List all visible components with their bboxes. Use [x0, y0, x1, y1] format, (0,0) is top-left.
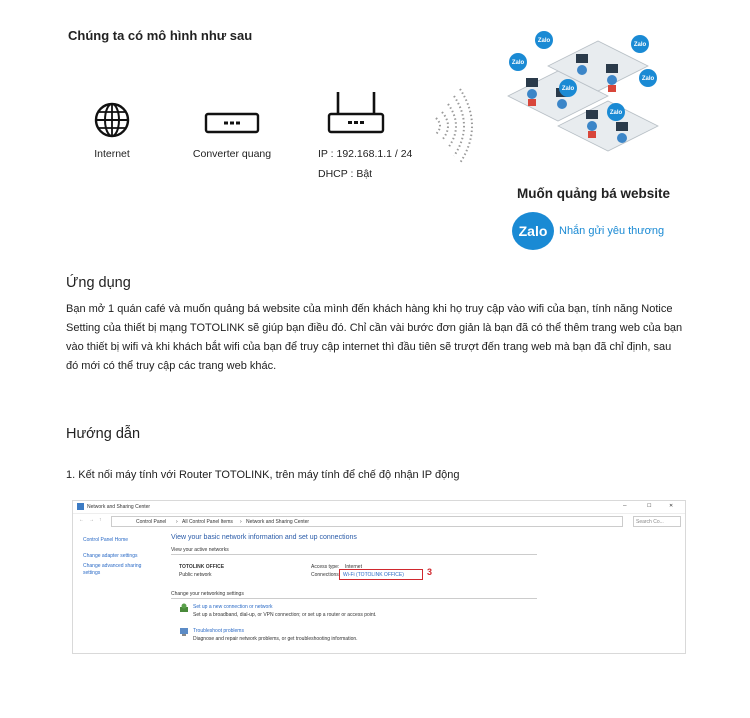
sidebar-control-panel-home[interactable]: Control Panel Home — [83, 537, 129, 543]
setup-connection-link[interactable]: Set up a new connection or network — [193, 604, 273, 610]
change-settings-label: Change your networking settings — [171, 591, 244, 597]
troubleshoot-desc: Diagnose and repair network problems, or get troubleshooting information. — [193, 636, 358, 642]
guide-step-1: 1. Kết nối máy tính với Router TOTOLINK, trên máy tính để chế độ nhận IP động — [66, 469, 460, 481]
converter-label: Converter quang — [192, 148, 272, 160]
router-icon — [326, 90, 386, 136]
setup-connection-desc: Set up a broadband, dial-up, or VPN connection; or set up a router or access point. — [193, 612, 377, 618]
zalo-logo: Zalo — [512, 212, 554, 250]
access-type-label: Access type: — [311, 564, 340, 570]
search-box[interactable] — [633, 516, 681, 527]
converter-icon — [204, 112, 260, 134]
app-paragraph: Bạn mở 1 quán café và muốn quảng bá website của mình đến khách hàng khi họ truy cập vào wifi của bạn, tính năng Notice Setting của thiết bị mạng TOTOLINK sẽ giúp bạn điều đó. Chỉ cần vài bước đơn giản là bạn đã có thể thêm trang web của bạn vào thiết bị wifi và khi khách bắt wifi của bạn để truy cập internet thì đầu tiên sẽ trượt đến trang web mà bạn đã chỉ định, sau đó mới có thể truy cập các trang web khác. — [66, 303, 683, 372]
network-name: TOTOLINK OFFICE — [179, 564, 225, 570]
address-bar[interactable]: Control Panel › All Control Panel Items › Network and Sharing Center — [111, 516, 623, 527]
up-button[interactable]: ↑ — [99, 517, 102, 523]
breadcrumb-1[interactable]: All Control Panel Items — [182, 518, 233, 525]
window-app-icon — [77, 503, 84, 510]
annotation-number: 3 — [427, 567, 433, 577]
zalo-tagline: Nhắn gửi yêu thương — [559, 225, 665, 237]
maximize-button[interactable]: ☐ — [647, 503, 652, 509]
window-title: Network and Sharing Center — [87, 504, 151, 510]
promo-title: Muốn quảng bá website — [517, 186, 671, 201]
diagram-heading: Chúng ta có mô hình như sau — [68, 28, 253, 43]
new-connection-icon — [179, 603, 189, 613]
svg-text:Zalo: Zalo — [633, 42, 647, 48]
breadcrumb-0[interactable]: Control Panel — [136, 518, 167, 525]
globe-icon — [94, 102, 130, 138]
forward-button[interactable]: → — [89, 517, 94, 523]
connection-link[interactable]: Wi-Fi (TOTOLINK OFFICE) — [343, 571, 404, 578]
sidebar-sharing-settings[interactable]: Change advanced sharing settings — [83, 563, 142, 576]
troubleshoot-icon — [179, 627, 189, 637]
svg-text:Zalo: Zalo — [561, 86, 575, 92]
router-ip: IP : 192.168.1.1 / 24 — [318, 148, 413, 160]
troubleshoot-link[interactable]: Troubleshoot problems — [193, 628, 244, 634]
sidebar-adapter-settings[interactable]: Change adapter settings — [83, 553, 138, 559]
network-sharing-window — [72, 500, 686, 654]
network-type: Public network — [179, 572, 212, 578]
connection-highlight — [339, 569, 423, 580]
svg-text:Zalo: Zalo — [609, 110, 623, 116]
router-dhcp: DHCP : Bật — [318, 168, 373, 180]
connections-label: Connections: — [311, 572, 341, 578]
svg-text:Zalo: Zalo — [511, 60, 525, 66]
breadcrumb-2[interactable]: Network and Sharing Center — [246, 518, 310, 525]
minimize-button[interactable]: ─ — [623, 503, 627, 509]
office-illustration — [498, 26, 670, 158]
svg-text:Zalo: Zalo — [537, 38, 551, 44]
access-type-value: Internet — [345, 564, 362, 570]
main-title: View your basic network information and set up connections — [171, 534, 357, 541]
close-button[interactable]: ✕ — [669, 503, 674, 509]
guide-section-title: Hướng dẫn — [66, 426, 141, 442]
back-button[interactable]: ← — [79, 517, 84, 523]
svg-text:Zalo: Zalo — [641, 76, 655, 82]
search-placeholder: Search Co... — [636, 518, 664, 525]
internet-label: Internet — [94, 148, 130, 160]
wifi-signal-icon — [408, 84, 480, 168]
app-section-title: Ứng dụng — [66, 275, 131, 291]
active-networks-label: View your active networks — [171, 547, 229, 553]
